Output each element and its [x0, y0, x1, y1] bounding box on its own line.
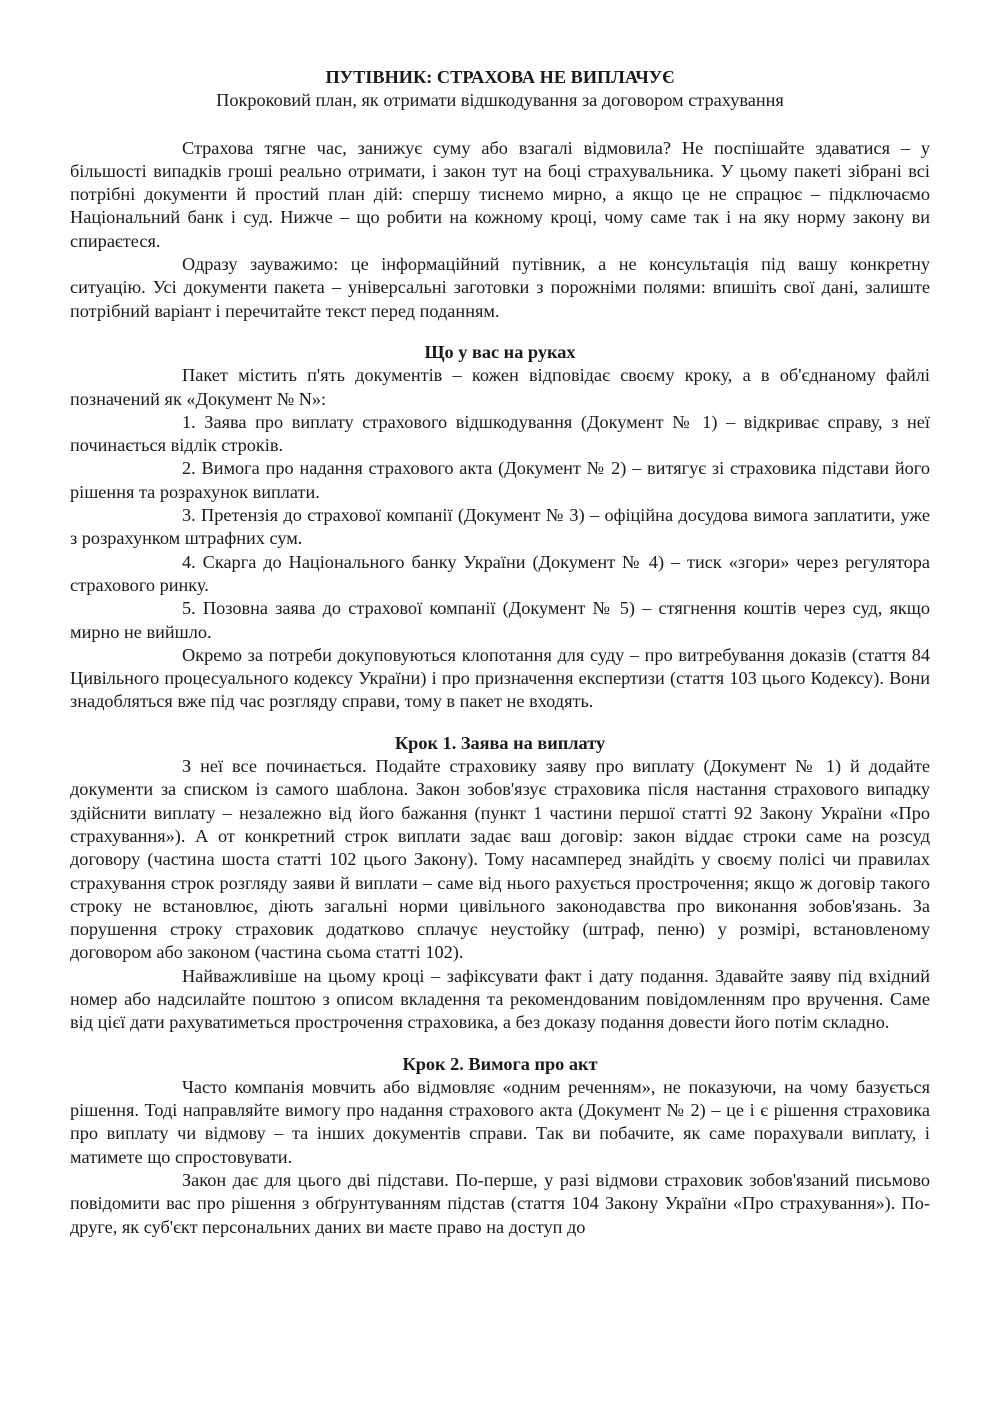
list-item: 2. Вимога про надання страхового акта (Документ № 2) – витягує зі страховика підстави його рішення та розрахунок виплати. [70, 458, 930, 502]
list-item: 4. Скарга до Національного банку України (Документ № 4) – тиск «згори» через регулятора страхового ринку. [70, 551, 930, 595]
section-heading-step-1: Крок 1. Заява на виплату [394, 732, 606, 753]
intro-paragraph: Одразу зауважимо: це інформаційний путівник, а не консультація під вашу конкретну ситуацію. Усі документи пакета – універсальні заготовки з порожніми полями: впишіть свої дані, залиште потрібний варіант і перечитайте текст перед поданням. [70, 254, 930, 321]
body-paragraph: Закон дає для цього дві підстави. По-перше, у разі відмови страховик зобов'язаний письмово повідомити вас про рішення з обґрунтуванням підстав (стаття 104 Закону України «Про страхування»). По-друге, як суб'єкт персональних даних ви маєте право на доступ до [70, 1170, 930, 1237]
document-page [70, 66, 930, 1239]
list-item: 5. Позовна заява до страхової компанії (Документ № 5) – стягнення коштів через суд, якщо мирно не вийшло. [70, 598, 930, 642]
intro-paragraph: Страхова тягне час, занижує суму або взагалі відмовила? Не поспішайте здаватися – у більшості випадків гроші реально отримати, і закон тут на боці страхувальника. У цьому пакеті зібрані всі потрібні документи й простий план дій: спершу тиснемо мирно, а якщо це не спрацює – підключаємо Національний банк і суд. Нижче – що робити на кожному кроці, чому саме так і на яку норму закону ви спираєтеся. [70, 137, 930, 251]
body-paragraph: Окремо за потреби докуповуються клопотання для суду – про витребування доказів (стаття 84 Цивільного процесуального кодексу України) і про призначення експертизи (стаття 103 цього Кодексу). Вони знадобляться вже під час розгляду справи, тому в пакет не входять. [70, 644, 930, 712]
list-item: 3. Претензія до страхової компанії (Документ № 3) – офіційна досудова вимога заплатити, уже з розрахунком штрафних сум. [70, 505, 930, 549]
body-paragraph: Пакет містить п'ять документів – кожен відповідає своєму кроку, а в об'єднаному файлі позначений як «Документ № N»: [70, 365, 930, 409]
body-paragraph: Часто компанія мовчить або відмовляє «одним реченням», не показуючи, на чому базується рішення. Тоді направляйте вимогу про надання страхового акта (Документ № 2) – це і є рішення страховика про виплату чи відмову – та інших документів справи. Так ви побачите, як саме порахували виплату, і матимете що спростовувати. [70, 1076, 930, 1167]
section-heading-contents: Що у вас на руках [424, 341, 576, 362]
body-paragraph: Найважливіше на цьому кроці – зафіксувати факт і дату подання. Здавайте заяву під вхідний номер або надсилайте поштою з описом вкладення та рекомендованим повідомленням про вручення. Саме від цієї дати рахуватиметься прострочення страховика, а без доказу подання довести його потім складно. [70, 965, 930, 1033]
list-item: 1. Заява про виплату страхового відшкодування (Документ № 1) – відкриває справу, з неї починається відлік строків. [70, 411, 930, 456]
body-paragraph: З неї все починається. Подайте страховику заяву про виплату (Документ № 1) й додайте документи за списком із самого шаблона. Закон зобов'язує страховика після настання страхового випадку здійснити виплату – незалежно від його бажання (пункт 1 частини першої статті 92 Закону України «Про страхування»). А от конкретний строк виплати задає ваш договір: закон віддає строки саме на розсуд договору (частина шоста статті 102 цього Закону). Тому насамперед знайдіть у своєму полісі чи правилах страхування строк розгляду заяви й виплати – саме від нього рахується прострочення; якщо ж договір такого строку не встановлює, діють загальні норми цивільного законодавства про виконання зобов'язань. За порушення строку страховик додатково сплачує неустойку (штраф, пеню) у розмірі, встановленому договором або законом (частина сьома статті 102). [70, 756, 930, 963]
section-heading-step-2: Крок 2. Вимога про акт [402, 1053, 598, 1074]
document-subtitle: Покроковий план, як отримати відшкодування за договором страхування [216, 90, 784, 111]
document-title: ПУТІВНИК: СТРАХОВА НЕ ВИПЛАЧУЄ [325, 67, 675, 87]
